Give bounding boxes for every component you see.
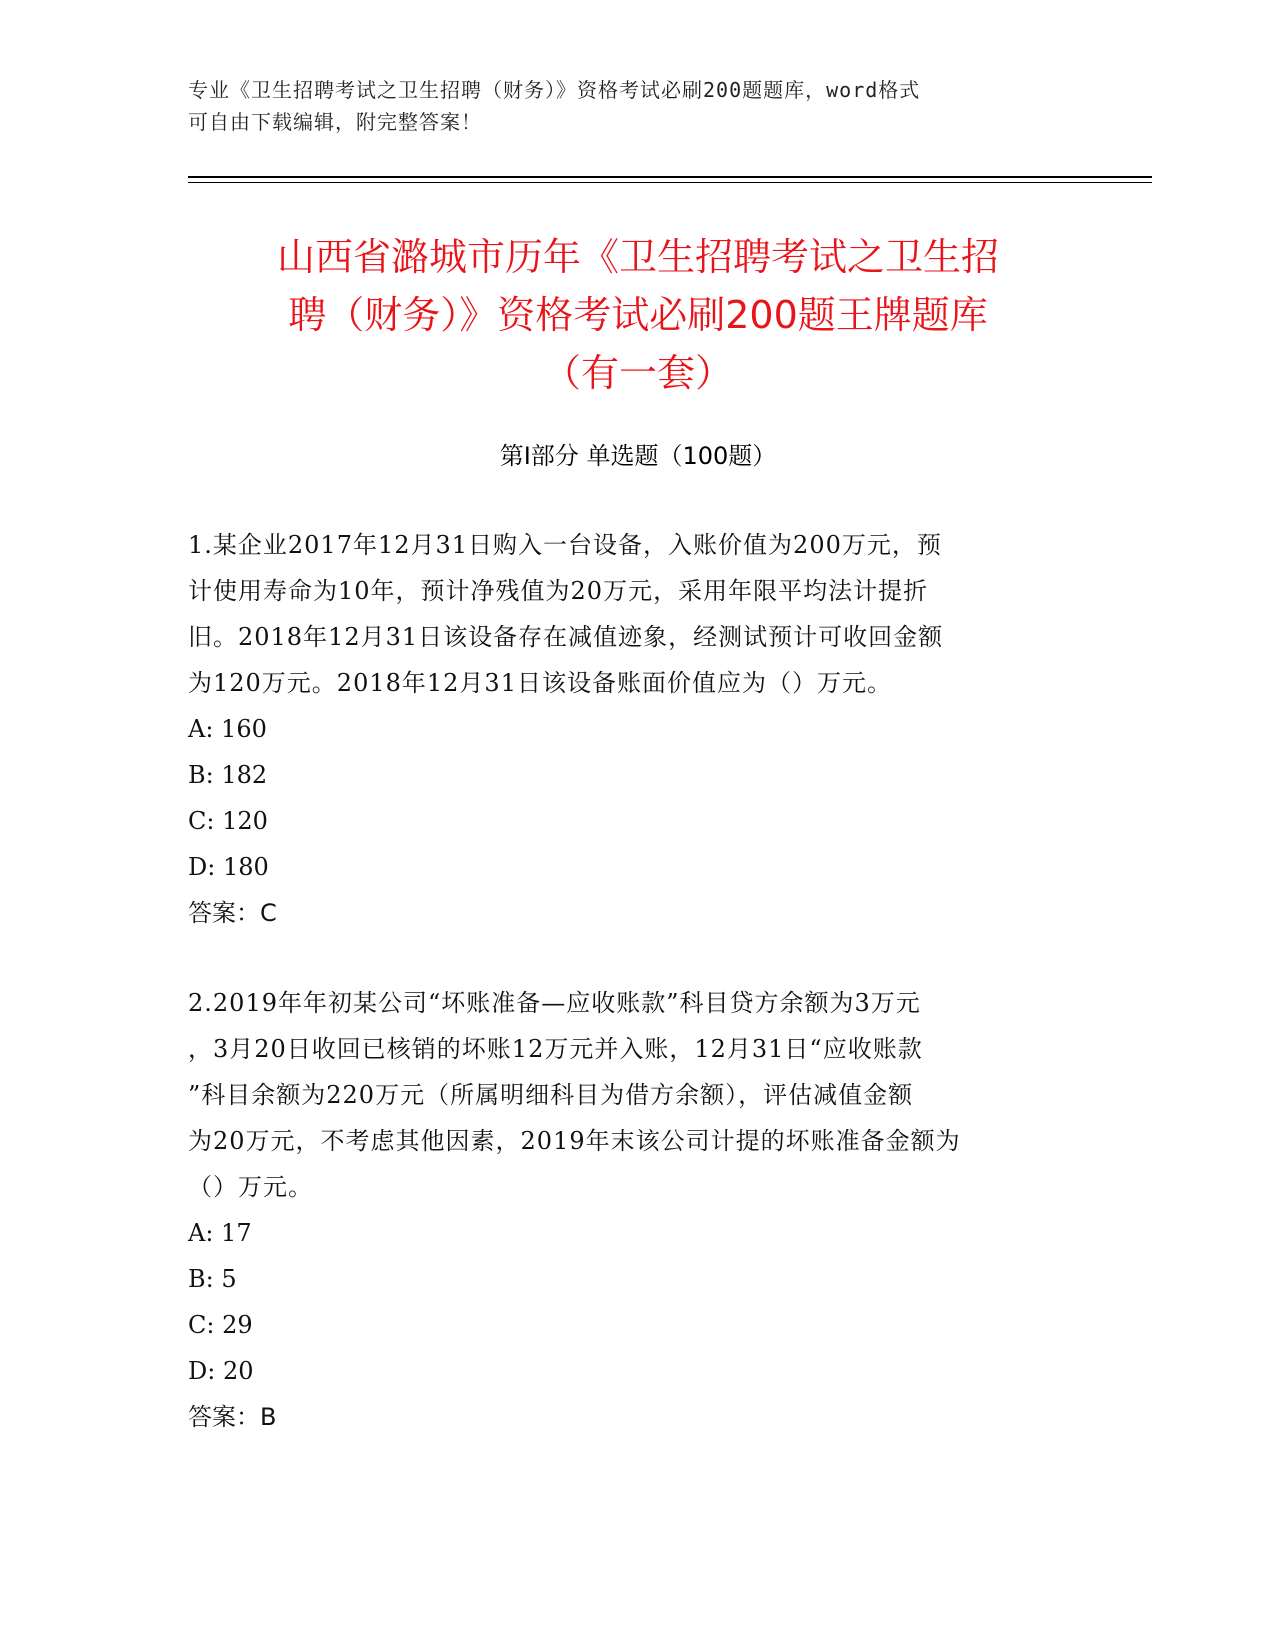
question-line: 2.2019年年初某公司“坏账准备—应收账款”科目贷方余额为3万元: [188, 989, 921, 1017]
question-text: [188, 522, 1088, 706]
question-line: （）万元。: [188, 1173, 313, 1201]
question-block: [188, 980, 1088, 1440]
title-line: 山西省潞城市历年《卫生招聘考试之卫生招: [276, 235, 999, 279]
question-line: ”科目余额为220万元（所属明细科目为借方余额），评估减值金额: [188, 1081, 914, 1109]
question-line: 为120万元。2018年12月31日该设备账面价值应为（）万元。: [188, 669, 892, 697]
question-line: ，3月20日收回已核销的坏账12万元并入账，12月31日“应收账款: [188, 1035, 923, 1063]
option-b: B: 182: [188, 761, 268, 789]
header-note: [188, 74, 1068, 138]
option-c: C: 120: [188, 807, 268, 835]
header-divider-thin: [188, 182, 1152, 183]
option-a: A: 160: [188, 715, 267, 743]
header-note-line: 专业《卫生招聘考试之卫生招聘（财务）》资格考试必刷200题题库，word格式: [188, 78, 921, 102]
question-line: 1.某企业2017年12月31日购入一台设备，入账价值为200万元，预: [188, 531, 942, 559]
header-note-line: 可自由下载编辑，附完整答案！: [188, 110, 482, 134]
question-line: 旧。2018年12月31日该设备存在减值迹象，经测试预计可收回金额: [188, 623, 944, 651]
option-b: B: 5: [188, 1265, 237, 1293]
header-divider-thick: [188, 176, 1152, 178]
question-line: 为20万元，不考虑其他因素，2019年末该公司计提的坏账准备金额为: [188, 1127, 961, 1155]
section-heading: 第Ⅰ部分 单选题（100题）: [499, 442, 777, 470]
question-line: 计使用寿命为10年，预计净残值为20万元，采用年限平均法计提折: [188, 577, 929, 605]
option-a: A: 17: [188, 1219, 252, 1247]
option-c: C: 29: [188, 1311, 253, 1339]
option-d: D: 20: [188, 1357, 254, 1385]
title-line: （有一套）: [542, 351, 733, 395]
question-text: [188, 980, 1088, 1210]
question-block: [188, 522, 1088, 936]
option-d: D: 180: [188, 853, 269, 881]
answer-line: 答案：B: [188, 1403, 277, 1431]
title-line: 聘（财务）》资格考试必刷200题王牌题库: [288, 293, 988, 337]
document-title: [188, 228, 1088, 402]
answer-line: 答案：C: [188, 899, 277, 927]
